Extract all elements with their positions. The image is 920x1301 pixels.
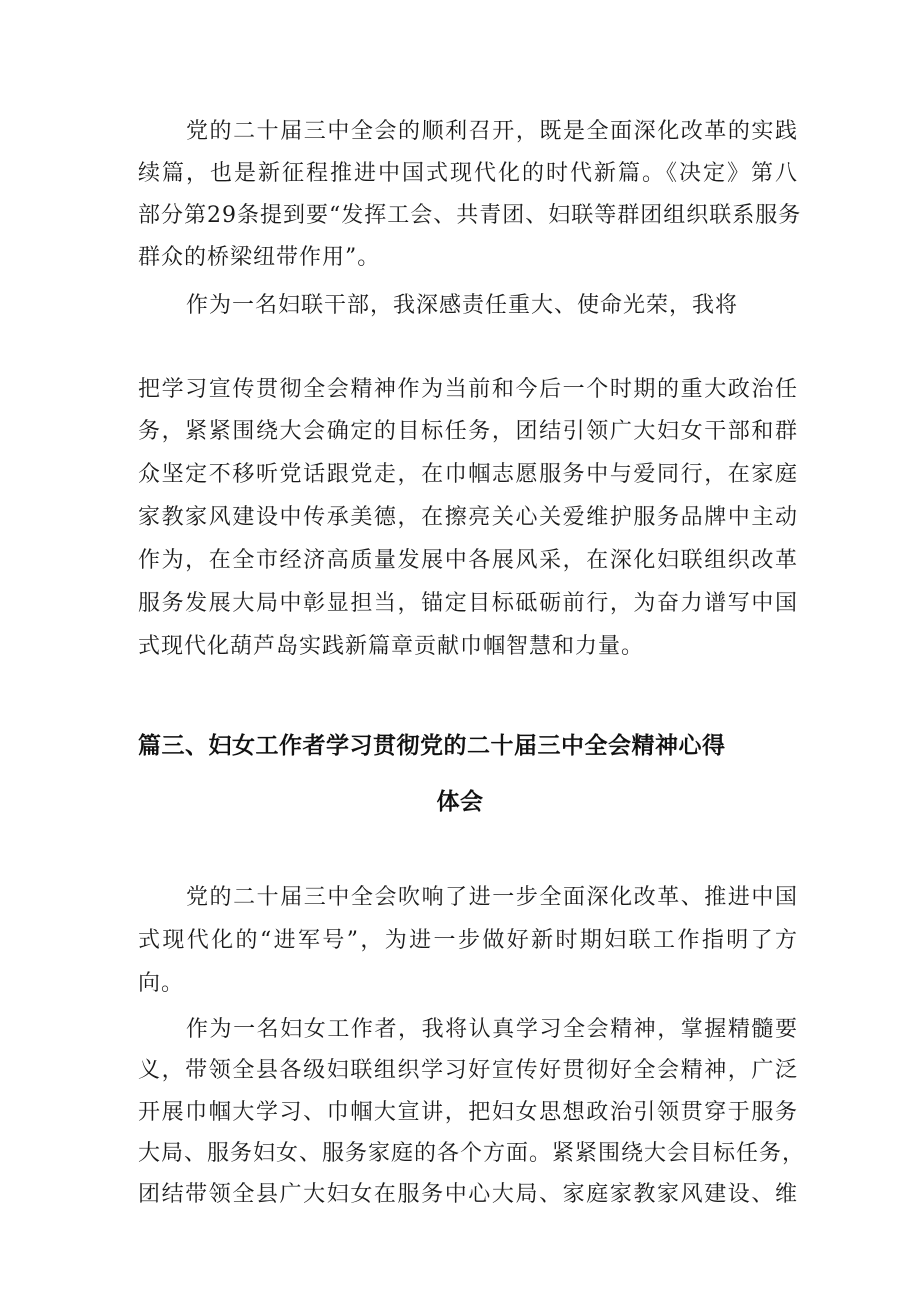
paragraph-line: 服务发展大局中彰显担当，锚定目标砥砺前行，为奋力谱写中国 (138, 591, 798, 616)
paragraph-line: 大局、服务妇女、服务家庭的各个方面。紧紧围绕大会目标任务， (138, 1141, 806, 1166)
paragraph-line: 作为一名妇联干部，我深感责任重大、使命光荣，我将 (186, 293, 739, 318)
paragraph-line: 部分第29条提到要“发挥工会、共青团、妇联等群团组织联系服务 (138, 203, 802, 228)
paragraph-line: 党的二十届三中全会的顺利召开，既是全面深化改革的实践 (186, 119, 798, 144)
paragraph-line: 党的二十届三中全会吹响了进一步全面深化改革、推进中国 (186, 885, 798, 910)
paragraph-line: 家教家风建设中传承美德，在擦亮关心关爱维护服务品牌中主动 (138, 505, 798, 530)
paragraph-line: 式现代化的“进军号”，为进一步做好新时期妇联工作指明了方 (138, 928, 798, 953)
paragraph-line: 式现代化葫芦岛实践新篇章贡献巾帼智慧和力量。 (138, 634, 645, 659)
paragraph-line: 团结带领全县广大妇女在服务中心大局、家庭家教家风建设、维 (138, 1182, 798, 1207)
paragraph-line: 作为，在全市经济高质量发展中各展风采，在深化妇联组织改革 (138, 548, 798, 573)
paragraph-line: 开展巾帼大学习、巾帼大宣讲，把妇女思想政治引领贯穿于服务 (138, 1100, 798, 1125)
section-title: 篇三、妇女工作者学习贯彻党的二十届三中全会精神心得 (138, 733, 726, 759)
paragraph-line: 把学习宣传贯彻全会精神作为当前和今后一个时期的重大政治任 (138, 377, 798, 402)
paragraph-line: 务，紧紧围绕大会确定的目标任务，团结引领广大妇女干部和群 (138, 419, 798, 444)
paragraph-line: 群众的桥梁纽带作用”。 (138, 245, 381, 270)
paragraph-line: 续篇，也是新征程推进中国式现代化的时代新篇。《决定》第八 (138, 161, 798, 186)
paragraph-line: 向。 (138, 971, 185, 996)
paragraph-line: 众坚定不移听党话跟党走，在巾帼志愿服务中与爱同行，在家庭 (138, 462, 798, 487)
paragraph-line: 作为一名妇女工作者，我将认真学习全会精神，掌握精髓要 (186, 1017, 798, 1042)
paragraph-line: 义，带领全县各级妇联组织学习好宣传好贯彻好全会精神，广泛 (138, 1058, 798, 1083)
section-title-continuation: 体会 (436, 789, 484, 815)
